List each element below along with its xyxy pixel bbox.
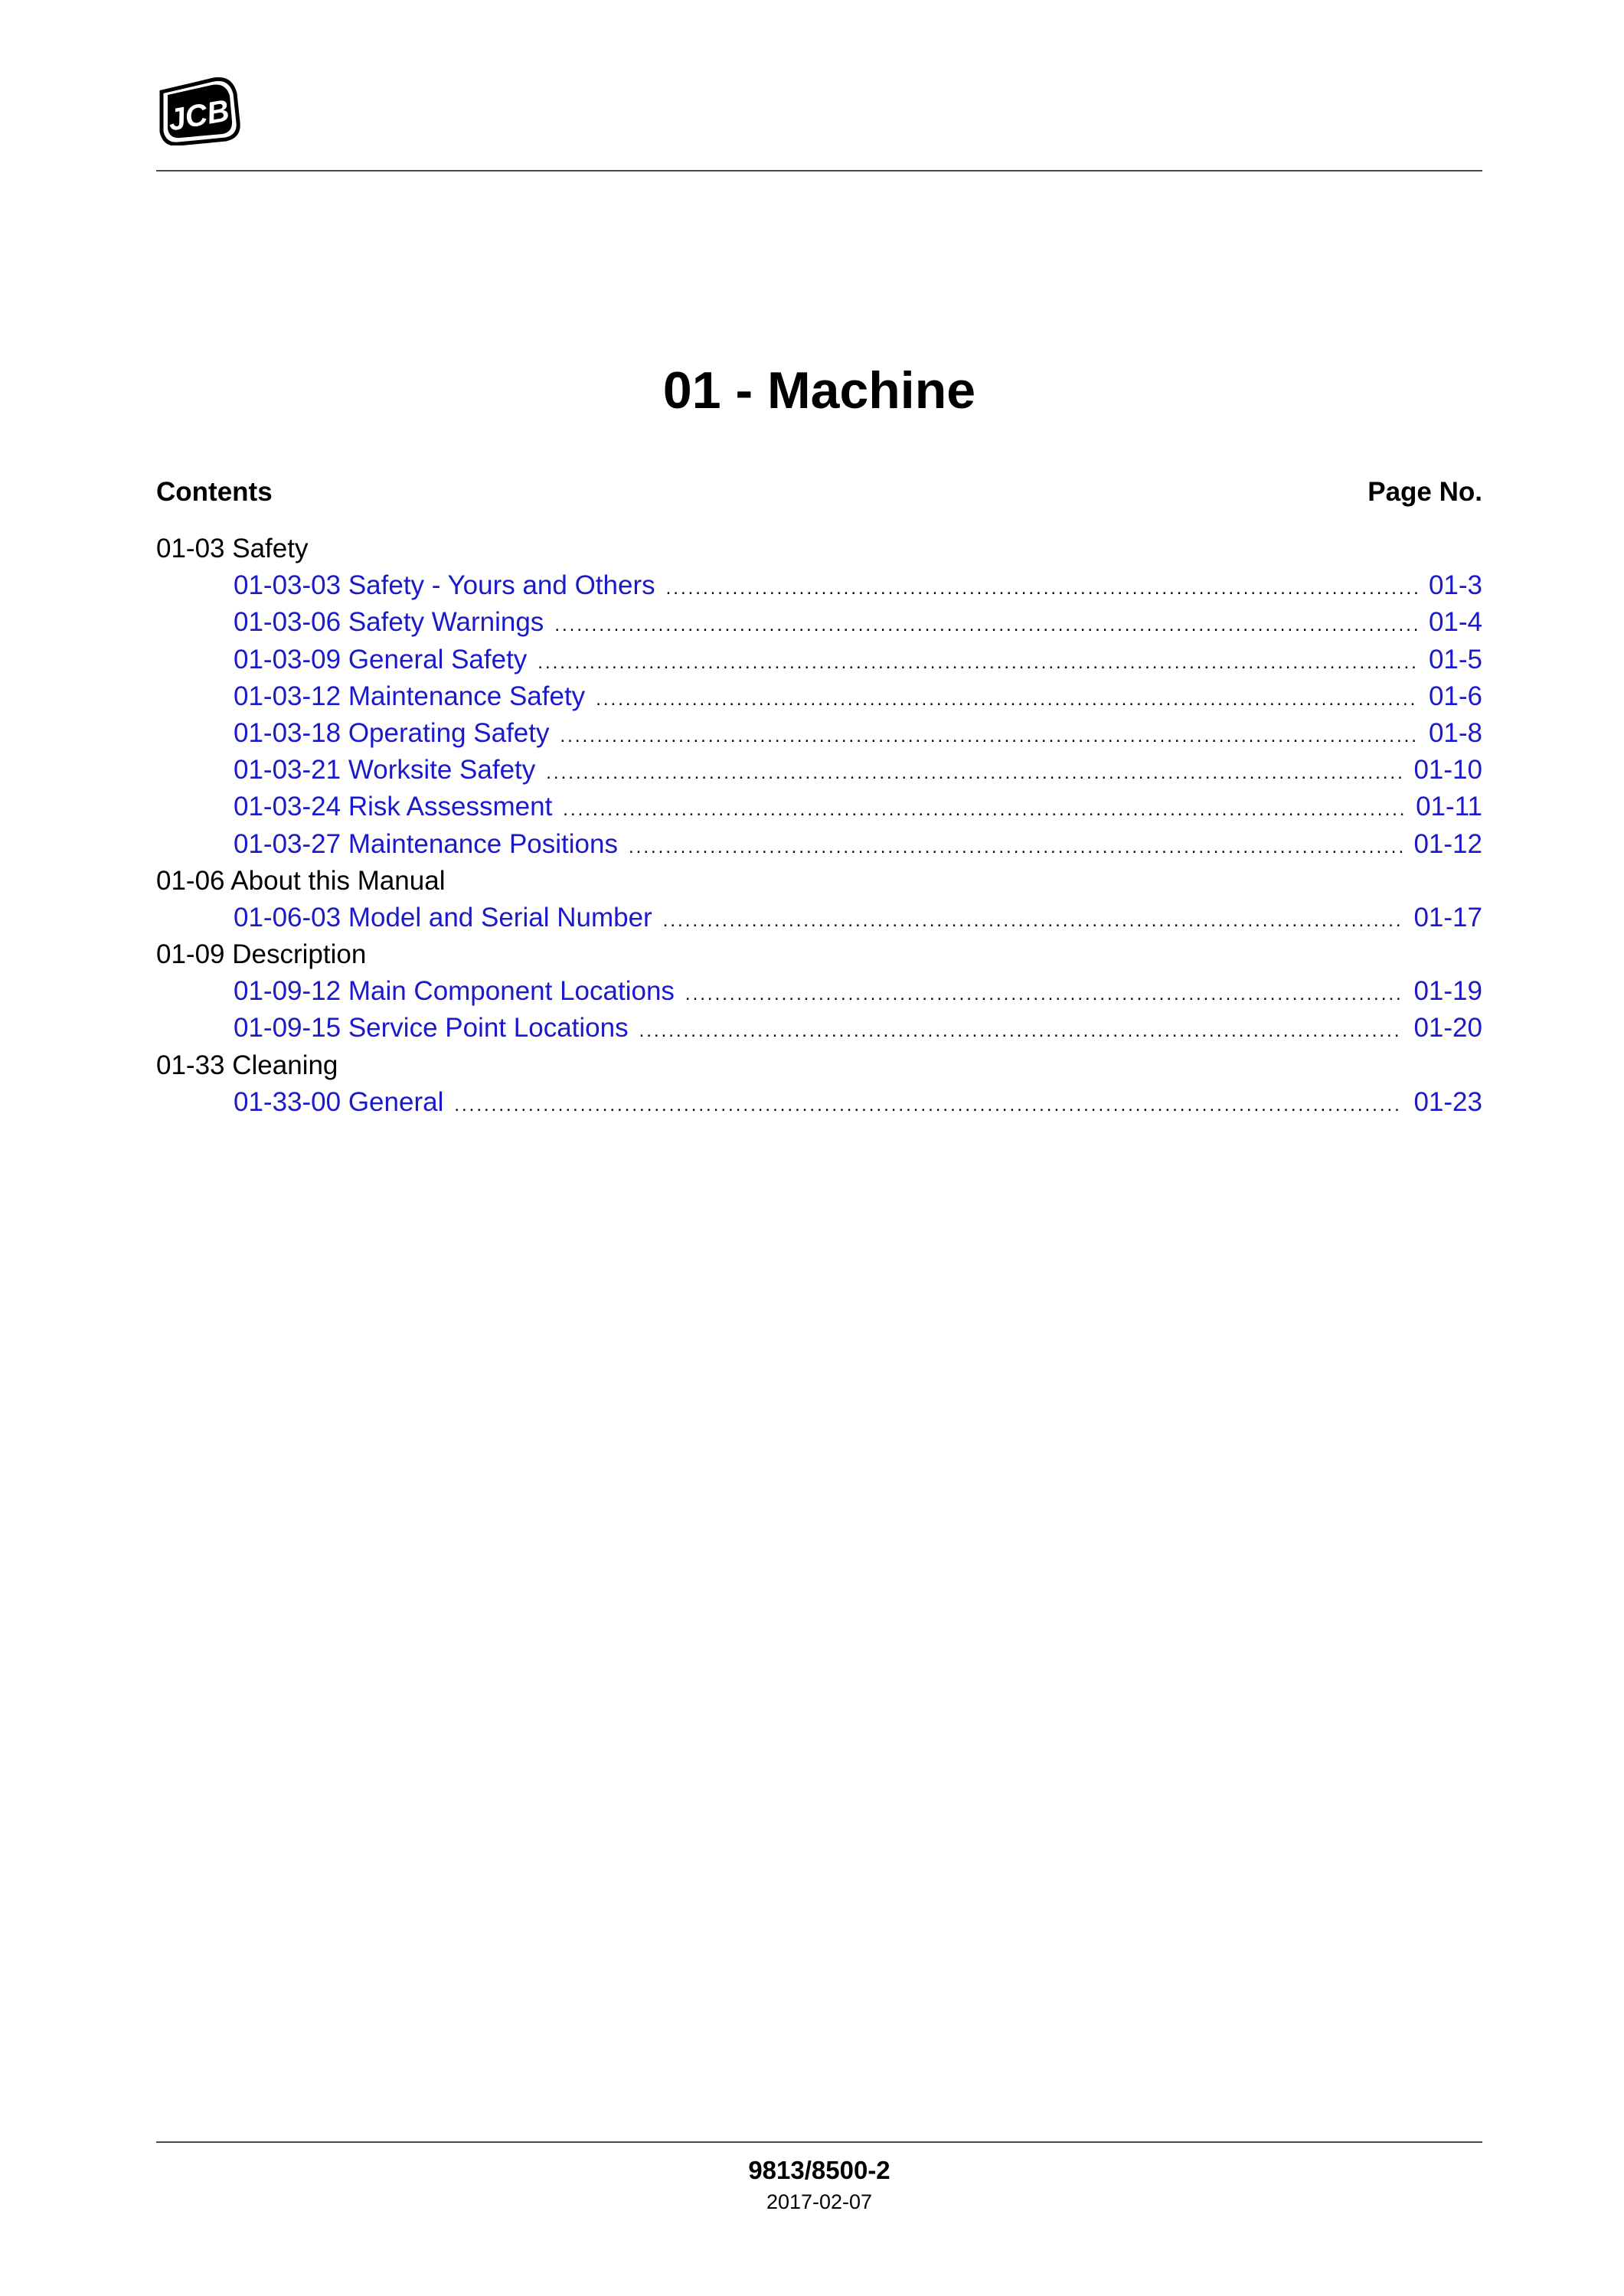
toc-entry[interactable]	[156, 567, 1482, 604]
jcb-logo	[157, 75, 241, 145]
toc-page-number-link[interactable]: 01-17	[1413, 902, 1482, 932]
toc-entry[interactable]	[156, 642, 1482, 678]
document-date: 2017-02-07	[766, 2190, 873, 2213]
toc-entry-link[interactable]: 01-03-24 Risk Assessment	[234, 792, 553, 822]
dot-leader	[666, 570, 1418, 607]
toc-page-number-link[interactable]: 01-4	[1428, 607, 1482, 638]
document-code: 9813/8500-2	[748, 2156, 890, 2184]
toc-entry[interactable]	[156, 752, 1482, 789]
page-title: 01 - Machine	[662, 361, 976, 420]
toc-entry[interactable]	[156, 715, 1482, 752]
dot-leader	[560, 718, 1417, 755]
toc-entry-link[interactable]: 01-03-21 Worksite Safety	[234, 755, 536, 785]
toc-entry[interactable]	[156, 604, 1482, 641]
toc-entry-link[interactable]: 01-06-03 Model and Serial Number	[234, 902, 652, 932]
footer-rule	[156, 2141, 1482, 2143]
header-rule	[156, 170, 1482, 171]
toc-entry-link[interactable]: 01-03-09 General Safety	[234, 644, 528, 674]
toc-entry-link[interactable]: 01-03-27 Maintenance Positions	[234, 828, 618, 859]
dot-leader	[538, 645, 1418, 681]
table-of-contents	[156, 531, 1482, 1121]
toc-entry[interactable]	[156, 826, 1482, 863]
toc-section-heading: 01-09 Description	[156, 939, 367, 970]
toc-section-heading: 01-06 About this Manual	[156, 865, 446, 896]
toc-entry[interactable]	[156, 678, 1482, 715]
toc-entry[interactable]	[156, 1010, 1482, 1047]
dot-leader	[629, 829, 1403, 866]
toc-entry-link[interactable]: 01-09-15 Service Point Locations	[234, 1013, 629, 1043]
toc-page-number-link[interactable]: 01-12	[1413, 828, 1482, 859]
toc-page-number-link[interactable]: 01-23	[1413, 1086, 1482, 1117]
dot-leader	[454, 1087, 1403, 1124]
toc-page-number-link[interactable]: 01-20	[1413, 1013, 1482, 1043]
dot-leader	[685, 976, 1403, 1013]
toc-entry[interactable]	[156, 973, 1482, 1010]
dot-leader	[639, 1013, 1403, 1050]
toc-section-heading: 01-03 Safety	[156, 534, 309, 563]
toc-entry[interactable]	[156, 789, 1482, 825]
toc-entry[interactable]	[156, 1084, 1482, 1121]
toc-page-number-link[interactable]: 01-11	[1416, 792, 1482, 822]
toc-entry-link[interactable]: 01-03-06 Safety Warnings	[234, 607, 544, 638]
toc-entry-link[interactable]: 01-03-12 Maintenance Safety	[234, 681, 586, 711]
dot-leader	[546, 755, 1403, 792]
dot-leader	[663, 903, 1403, 939]
contents-header	[156, 473, 1482, 511]
toc-entry[interactable]	[156, 900, 1482, 936]
dot-leader	[596, 681, 1418, 718]
page-no-label: Page No.	[1367, 477, 1482, 507]
toc-entry-link[interactable]: 01-03-03 Safety - Yours and Others	[234, 570, 655, 601]
dot-leader	[563, 792, 1405, 828]
dot-leader	[554, 607, 1418, 644]
toc-page-number-link[interactable]: 01-8	[1428, 717, 1482, 748]
toc-page-number-link[interactable]: 01-6	[1428, 681, 1482, 711]
contents-label: Contents	[156, 477, 273, 507]
toc-page-number-link[interactable]: 01-3	[1428, 570, 1482, 601]
toc-page-number-link[interactable]: 01-10	[1413, 755, 1482, 785]
toc-entry-link[interactable]: 01-33-00 General	[234, 1086, 444, 1117]
toc-section-heading: 01-33 Cleaning	[156, 1050, 338, 1080]
toc-page-number-link[interactable]: 01-19	[1413, 976, 1482, 1007]
toc-page-number-link[interactable]: 01-5	[1428, 644, 1482, 674]
jcb-logo-text: JCB	[165, 93, 232, 138]
toc-entry-link[interactable]: 01-03-18 Operating Safety	[234, 717, 550, 748]
toc-entry-link[interactable]: 01-09-12 Main Component Locations	[234, 976, 675, 1007]
